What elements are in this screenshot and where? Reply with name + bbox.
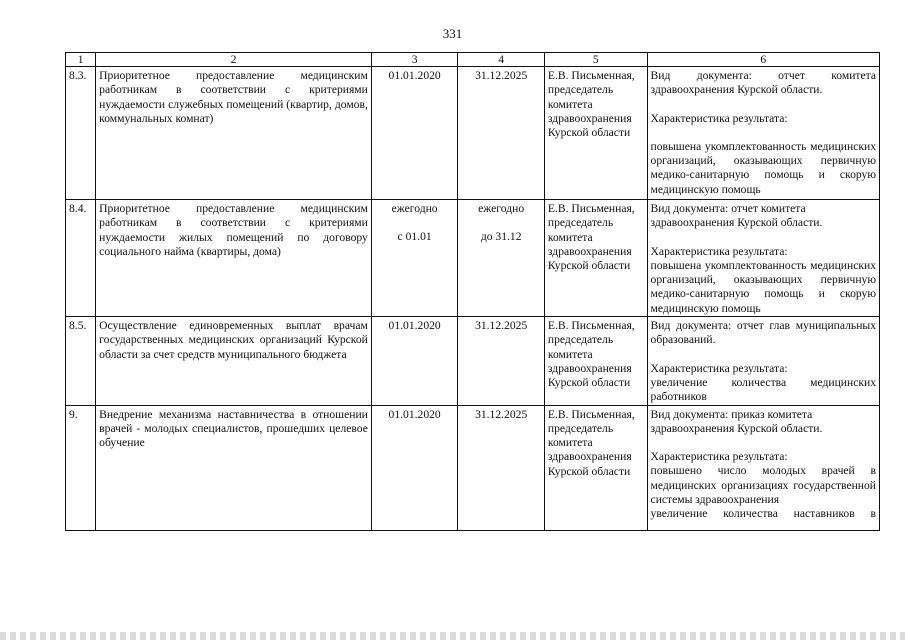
start-date-text: 01.01.2020 — [388, 407, 441, 421]
end-date — [458, 405, 545, 530]
result-label: Характеристика результата: — [650, 244, 788, 258]
end-date-text: 31.12.2025 — [475, 319, 528, 333]
document-type: Вид документа: отчет комитета здравоохранения Курской области. — [650, 202, 823, 230]
row-number: 8.4. — [66, 200, 96, 317]
column-header: 1 — [66, 53, 96, 67]
result-cell — [647, 405, 879, 530]
measure-title: Приоритетное предоставление медицинским работникам в соответствии с критериями нуждаемости служебных помещений (квартир, домов, коммунальных комнат) — [96, 67, 372, 200]
table-row — [66, 317, 880, 405]
result-cell — [647, 200, 879, 317]
result-label: Характеристика результата: — [650, 450, 788, 464]
end-date — [458, 200, 545, 317]
measure-title: Приоритетное предоставление медицинским работникам в соответствии с критериями нуждаемости жилых помещений по договору социального найма (квартиры, дома) — [96, 200, 372, 317]
row-number: 8.5. — [66, 317, 96, 405]
end-date-text: до 31.12 — [480, 230, 522, 244]
result-text: повышена укомплектованность медицинских организаций, оказывающих первичную медико-санитарную помощь и скорую медицинскую помощь — [650, 139, 876, 196]
start-date — [371, 317, 458, 405]
measures-table — [65, 52, 880, 531]
page-number: 331 — [442, 26, 463, 41]
document-type: Вид документа: приказ комитета здравоохранения Курской области. — [650, 407, 823, 435]
end-date-text: ежегодно — [478, 202, 525, 215]
responsible-person: Е.В. Письменная, председатель комитета здравоохранения Курской области — [544, 405, 647, 530]
document-type: Вид документа: отчет комитета здравоохранения Курской области. — [650, 69, 876, 97]
start-date-text: ежегодно — [391, 202, 438, 215]
row-number: 8.3. — [66, 67, 96, 200]
end-date — [458, 317, 545, 405]
document-type: Вид документа: отчет глав муниципальных образований. — [650, 319, 876, 347]
responsible-person: Е.В. Письменная, председатель комитета здравоохранения Курской области — [544, 317, 647, 405]
end-date — [458, 67, 545, 200]
result-cell — [647, 67, 879, 200]
result-label: Характеристика результата: — [650, 361, 788, 375]
table-row — [66, 405, 880, 530]
result-text: увеличение количества наставников в — [650, 507, 876, 521]
row-number: 9. — [66, 405, 96, 530]
measure-title: Внедрение механизма наставничества в отношении врачей - молодых специалистов, прошедших целевое обучение — [96, 405, 372, 530]
table-row — [66, 200, 880, 317]
result-label: Характеристика результата: — [650, 111, 788, 125]
end-date-text: 31.12.2025 — [475, 69, 528, 82]
start-date — [371, 405, 458, 530]
responsible-person: Е.В. Письменная, председатель комитета здравоохранения Курской области — [544, 200, 647, 317]
table-row — [66, 67, 880, 200]
start-date-text: 01.01.2020 — [388, 69, 441, 82]
measure-title: Осуществление единовременных выплат врачам государственных медицинских организаций Курской области за счет средств муниципального бюджета — [96, 317, 372, 405]
result-text: повышено число молодых врачей в медицинских организациях государственной системы здравоохранения — [650, 464, 876, 507]
end-date-text: 31.12.2025 — [475, 407, 528, 421]
start-date-text: с 01.01 — [397, 230, 432, 244]
responsible-person: Е.В. Письменная, председатель комитета здравоохранения Курской области — [544, 67, 647, 200]
column-header: 2 — [96, 53, 372, 67]
column-header: 4 — [458, 53, 545, 67]
start-date-text: 01.01.2020 — [388, 319, 441, 333]
column-header: 3 — [371, 53, 458, 67]
column-header: 5 — [544, 53, 647, 67]
start-date — [371, 67, 458, 200]
column-header: 6 — [647, 53, 879, 67]
result-cell — [647, 317, 879, 405]
result-text: повышена укомплектованность медицинских организаций, оказывающих первичную медико-санитарную помощь и скорую медицинскую помощь — [650, 258, 876, 315]
header-row — [66, 53, 880, 67]
result-text: увеличение количества медицинских работников — [650, 375, 876, 404]
start-date — [371, 200, 458, 317]
scan-artifact — [0, 632, 905, 640]
